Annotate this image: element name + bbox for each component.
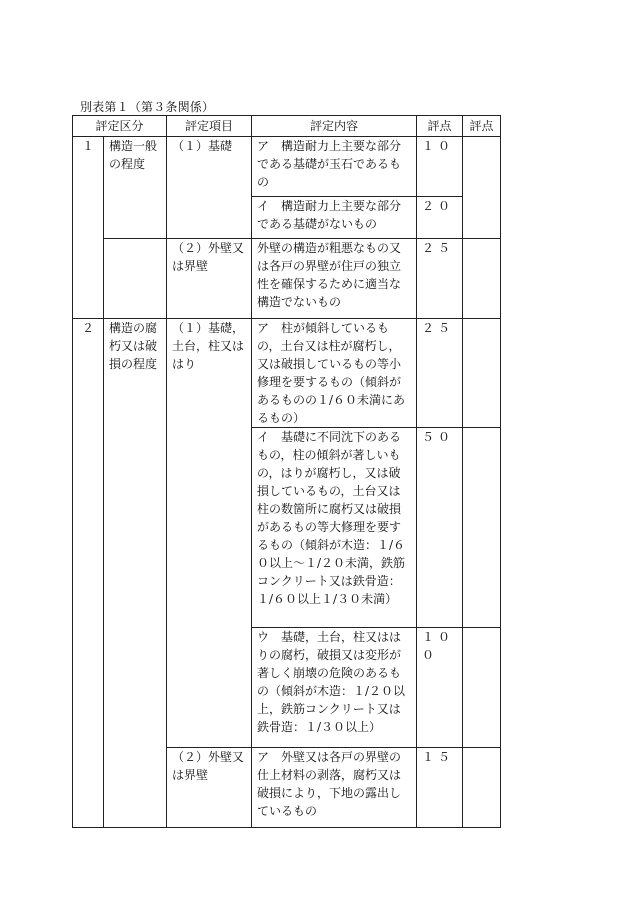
score-cell: ２５ (417, 239, 463, 319)
score-cell: ５０ (417, 428, 463, 628)
category-cell: 構造一般の程度 (104, 137, 167, 239)
item-cell: （２）外壁又は界壁 (167, 748, 252, 828)
header-content: 評定内容 (252, 116, 417, 137)
item-cell: （１）基礎 (167, 137, 252, 239)
table-row (73, 239, 501, 319)
content-cell: イ 構造耐力上主要な部分である基礎がないもの (252, 197, 417, 239)
content-cell: イ 基礎に不同沈下のあるもの，柱の傾斜が著しいもの，はりが腐朽し，又は破損しているもの，土台又は柱の数箇所に腐朽又は破損があるもの等大修理を要するもの（傾斜が木造：１/６０以上～１/２０未満，鉄筋コンクリート又は鉄骨造：１/６０以上１/３０未満） (252, 428, 417, 628)
rating-cell (463, 239, 501, 319)
content-cell: ア 構造耐力上主要な部分である基礎が玉石であるもの (252, 137, 417, 197)
rating-table (72, 115, 501, 828)
header-item: 評定項目 (167, 116, 252, 137)
rating-cell (463, 319, 501, 428)
item-cell: （２）外壁又は界壁 (167, 239, 252, 319)
header-score: 評点 (417, 116, 463, 137)
table-row (73, 319, 501, 428)
rating-cell (463, 748, 501, 828)
header-category: 評定区分 (73, 116, 167, 137)
content-cell: 外壁の構造が粗悪なもの又は各戸の界壁が住戸の独立性を確保するために適当な構造でないもの (252, 239, 417, 319)
score-cell: ２５ (417, 319, 463, 428)
category-cell-empty (104, 239, 167, 319)
score-cell: １５ (417, 748, 463, 828)
score-cell: ２０ (417, 197, 463, 239)
content-cell: ア 柱が傾斜しているもの，土台又は柱が腐朽し，又は破損しているもの等小修理を要するもの（傾斜があるものの１/６０未満にあるもの） (252, 319, 417, 428)
rating-cell (463, 428, 501, 628)
item-cell: （１）基礎，土台，柱又ははり (167, 319, 252, 748)
score-cell: １０ (417, 137, 463, 197)
content-cell: ウ 基礎，土台，柱又ははりの腐朽，破損又は変形が著しく崩壊の危険のあるもの（傾斜が木造：１/２０以上，鉄筋コンクリート又は鉄骨造：１/３０以上） (252, 628, 417, 748)
category-cell: 構造の腐朽又は破損の程度 (104, 319, 167, 828)
header-rating: 評点 (463, 116, 501, 137)
section-number: １ (73, 137, 104, 319)
rating-cell (463, 137, 501, 239)
table-caption: 別表第１（第３条関係） (80, 100, 215, 114)
table-row (73, 137, 501, 197)
score-cell: １００ (417, 628, 463, 748)
content-cell: ア 外壁又は各戸の界壁の仕上材料の剥落，腐朽又は破損により，下地の露出しているもの (252, 748, 417, 828)
section-number: ２ (73, 319, 104, 828)
rating-cell (463, 628, 501, 748)
header-row (73, 116, 501, 137)
